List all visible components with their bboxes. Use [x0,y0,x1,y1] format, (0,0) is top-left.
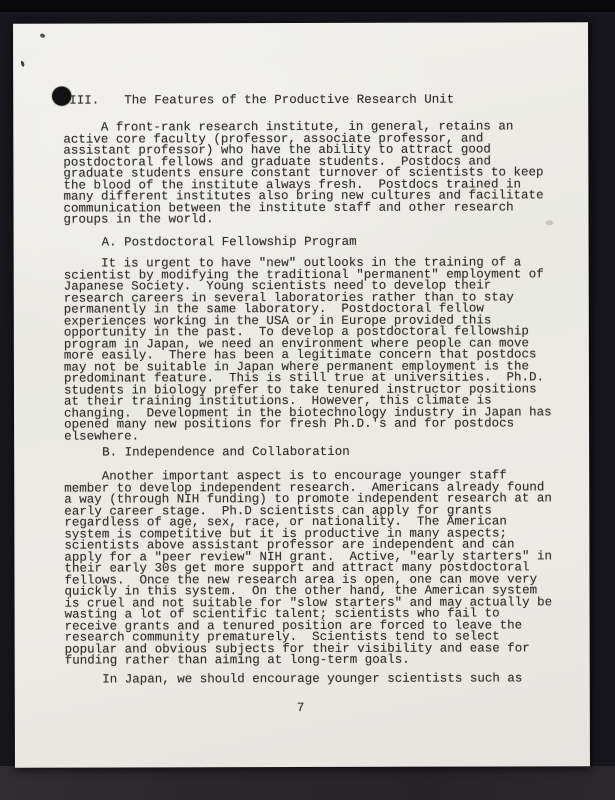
paragraph-closing: In Japan, we should encourage younger scientists such as [64,671,523,687]
backdrop-bottom-band [0,766,615,800]
section-title-line [13,94,588,108]
page-title: The Features of the Productive Research Unit [124,92,455,108]
smudge-mark [546,220,554,225]
ink-speck [20,60,25,67]
paragraph-intro: A front-rank research institute, in general, retains an active core faculty (professor, associate professor, and assistant professor) who have the ability to attract good postdoctoral fellows and graduate students. Postdocs and graduate students ensure constant turnover of scientists to keep the blood of the institute always fresh. Postdocs trained in many different institutes also bring new cultures and facilitate communication between the institute staff and other research groups in the world. [63,119,544,227]
page-number: 7 [296,700,305,716]
ink-speck [39,33,45,39]
subsection-heading-b: B. Independence and Collaboration [102,444,350,460]
paragraph-independence-collaboration: Another important aspect is to encourage younger staff member to develop independent research. Americans already found a way (through NIH funding) to promote independent research at an early career stage. Ph.D scientists can apply for grants regardless of age, sex, race, or nationality. The American system is competitive but it is productive in many aspects; scientists above assistant professor are independent and can apply for a "peer review" NIH grant. Active, "early starters" in their early 30s get more support and attract many postdoctoral fellows. Once the new research area is open, one can move very quickly in this system. On the other hand, the American system is cruel and not suitable for "slow starters" and may actually be wasting a lot of scientific talent; scientists who fail to receive grants and a tenured position are forced to leave the research community prematurely. Scientists tend to select popular and obvious subjects for their visibility and ease for funding rather than aiming at long-term goals. [64,468,553,668]
backdrop-top-band [0,0,615,12]
document-page [13,22,590,768]
section-numeral: III. [69,93,100,108]
subsection-heading-a: A. Postdoctoral Fellowship Program [101,234,357,250]
paragraph-postdoctoral-program: It is urgent to have "new" outlooks in the training of a scientist by modifying the traditional "permanent" employment of Japanese Society. Young scientists need to develop their research careers in several laboratories rather than to stay permanently in the same laboratory. Postdoctoral fellow experiences working in the USA or in Europe provided this opportunity in the past. To develop a postdoctoral fellowship program in Japan, we need an environment where people can move more easily. There has been a legitimate concern that postdocs may not be suitable in Japan where permanent employment is the predominant feature. This is still true at universities. Ph.D. students in biology prefer to take tenured instructor positions at their training institutions. However, this climate is changing. Development in the biotechnology industry in Japan has opened many new positions for fresh Ph.D.'s and for postdocs elsewhere. [63,255,552,444]
